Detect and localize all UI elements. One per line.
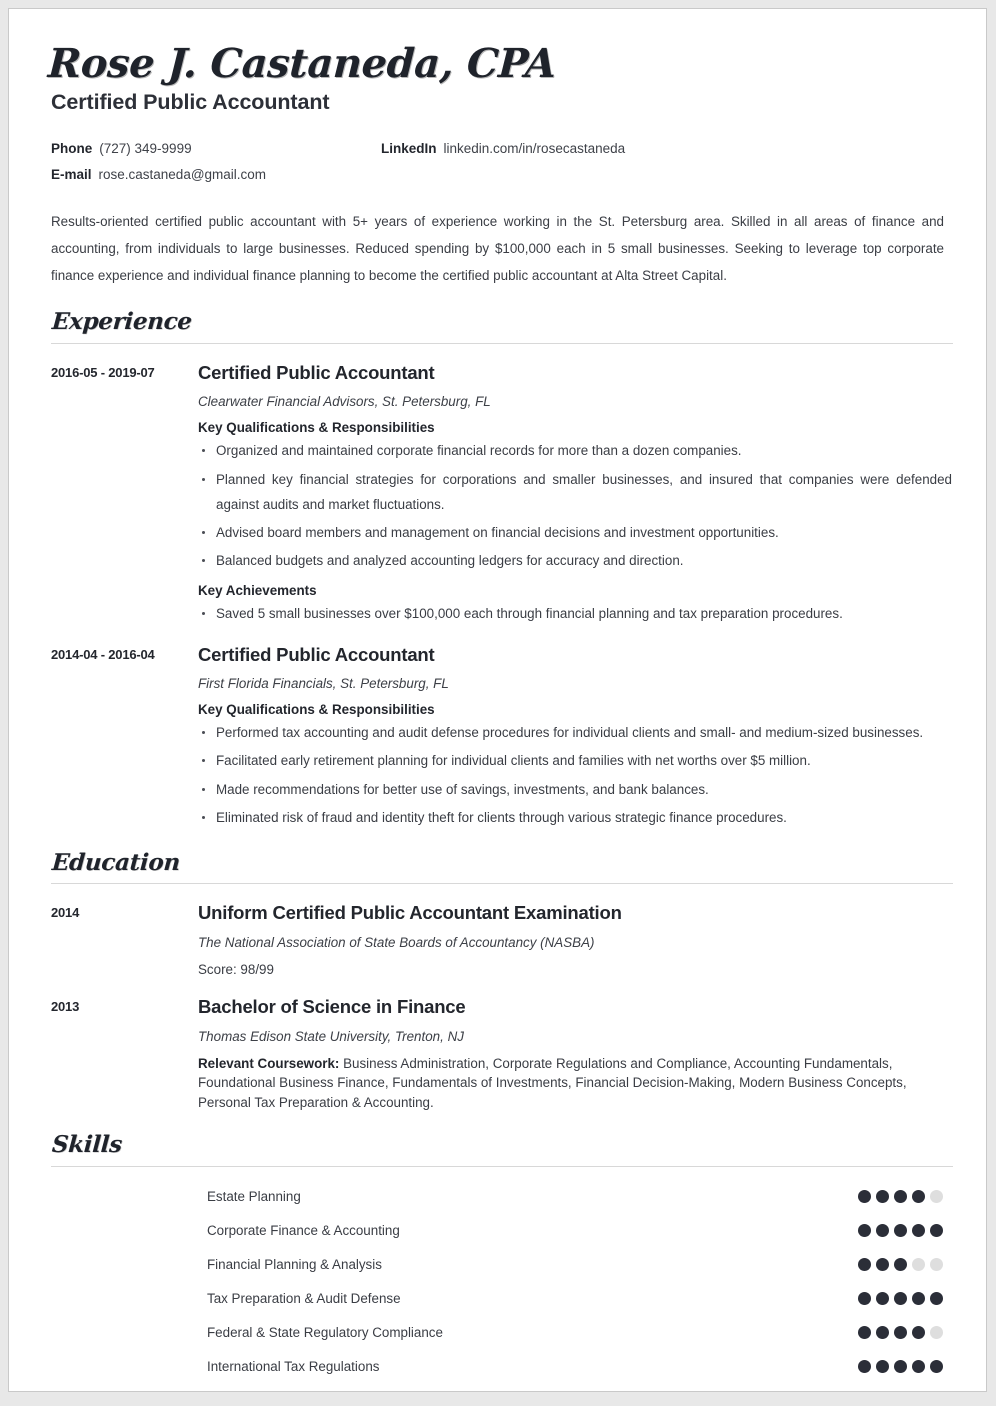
contact-block [51, 141, 953, 182]
skill-rating [858, 1292, 953, 1305]
list-item [42, 1180, 953, 1214]
education-entry-title: Bachelor of Science in Finance [198, 996, 466, 1018]
contact-email[interactable] [51, 167, 381, 182]
skill-name: Tax Preparation & Audit Defense [207, 1291, 401, 1307]
rating-dot-filled [858, 1360, 871, 1373]
education-section [42, 850, 953, 1112]
education-entry-school: Thomas Edison State University, Trenton, NJ [198, 1028, 464, 1044]
rating-dot-filled [876, 1224, 889, 1237]
education-entry [42, 995, 953, 1112]
experience-entry-date: 2014-04 - 2016-04 [51, 646, 155, 662]
experience-entry-title: Certified Public Accountant [198, 643, 435, 665]
list-item [42, 1214, 953, 1248]
coursework-value: Business Administration, Corporate Regulations and Compliance, Accounting Fundamentals, Foundational Business Finance, Fundamentals of Investments, Financial Decision-Making, Modern Business Concepts, Personal Tax Preparation & Accounting. [198, 1055, 907, 1110]
rating-dot-filled [858, 1258, 871, 1271]
rating-dot-filled [876, 1326, 889, 1339]
rating-dot-filled [894, 1360, 907, 1373]
education-entry-date: 2014 [51, 905, 80, 921]
experience-section [42, 309, 953, 830]
rating-dot-empty [912, 1258, 925, 1271]
contact-linkedin-value[interactable]: linkedin.com/in/rosecastaneda [443, 141, 626, 156]
qualifications-list [198, 720, 952, 830]
rating-dot-filled [912, 1360, 925, 1373]
coursework-label: Relevant Coursework: [198, 1055, 340, 1071]
achievements-list [198, 601, 952, 626]
rating-dot-filled [858, 1190, 871, 1203]
list-item: Balanced budgets and analyzed accounting ledgers for accuracy and direction. [198, 548, 952, 573]
experience-entry [42, 643, 953, 830]
rating-dot-filled [894, 1326, 907, 1339]
rating-dot-filled [894, 1292, 907, 1305]
rating-dot-filled [894, 1258, 907, 1271]
skill-name: Estate Planning [207, 1189, 301, 1205]
skill-name: Financial Planning & Analysis [207, 1257, 382, 1273]
education-entry [42, 901, 953, 979]
rating-dot-filled [876, 1258, 889, 1271]
section-divider [51, 343, 953, 344]
experience-entry-company: First Florida Financials, St. Petersburg, FL [198, 675, 449, 691]
list-item: Planned key financial strategies for corporations and smaller businesses, and insured that companies were defended against audits and market fluctuations. [198, 467, 952, 517]
rating-dot-filled [930, 1224, 943, 1237]
experience-entry-date: 2016-05 - 2019-07 [51, 364, 155, 380]
rating-dot-filled [858, 1326, 871, 1339]
contact-phone-label: Phone [51, 141, 93, 156]
rating-dot-empty [930, 1326, 943, 1339]
education-entry-school: The National Association of State Boards of Accountancy (NASBA) [198, 934, 595, 950]
contact-row [51, 167, 953, 182]
rating-dot-filled [930, 1292, 943, 1305]
skills-section [42, 1132, 953, 1383]
contact-row [51, 141, 953, 156]
section-divider [51, 883, 953, 884]
skill-rating [858, 1326, 953, 1339]
rating-dot-filled [912, 1190, 925, 1203]
candidate-job-title: Certified Public Accountant [51, 90, 330, 114]
rating-dot-filled [912, 1292, 925, 1305]
qualifications-list [198, 438, 952, 573]
list-item: Saved 5 small businesses over $100,000 each through financial planning and tax preparation procedures. [198, 601, 952, 626]
achievements-label: Key Achievements [198, 583, 317, 599]
skill-name: Federal & State Regulatory Compliance [207, 1325, 443, 1341]
rating-dot-filled [894, 1224, 907, 1237]
education-section-title: Education [51, 849, 181, 876]
contact-phone [51, 141, 381, 156]
education-entry-score: Score: 98/99 [198, 961, 274, 977]
skill-rating [858, 1224, 953, 1237]
resume-header [42, 40, 953, 289]
rating-dot-filled [876, 1190, 889, 1203]
contact-linkedin-label: LinkedIn [381, 141, 437, 156]
list-item: Facilitated early retirement planning for individual clients and families with net worths over $5 million. [198, 748, 952, 773]
experience-entry-company: Clearwater Financial Advisors, St. Petersburg, FL [198, 394, 491, 409]
resume-page [9, 9, 986, 1391]
contact-email-label: E-mail [51, 167, 92, 182]
rating-dot-filled [858, 1292, 871, 1305]
experience-section-title: Experience [51, 308, 193, 336]
experience-entry-title: Certified Public Accountant [198, 361, 435, 383]
rating-dot-filled [912, 1326, 925, 1339]
rating-dot-empty [930, 1190, 943, 1203]
skill-name: International Tax Regulations [207, 1359, 380, 1375]
qualifications-label: Key Qualifications & Responsibilities [198, 420, 435, 436]
rating-dot-filled [858, 1224, 871, 1237]
list-item [42, 1316, 953, 1350]
list-item [42, 1350, 953, 1384]
skill-rating [858, 1190, 953, 1203]
skills-section-title: Skills [51, 1131, 123, 1159]
contact-phone-value: (727) 349-9999 [99, 141, 192, 156]
qualifications-label: Key Qualifications & Responsibilities [198, 702, 435, 718]
professional-summary: Results-oriented certified public accountant with 5+ years of experience working in the St. Petersburg area. Skilled in all areas of finance and accounting, from individuals to large businesses. Reduced spending by $100,000 each in 5 small businesses. Seeking to leverage top corporate finance experience and individual finance planning to become the certified public accountant at Alta Street Capital. [51, 214, 944, 283]
rating-dot-empty [930, 1258, 943, 1271]
list-item: Eliminated risk of fraud and identity theft for clients through various strategic finance procedures. [198, 805, 952, 830]
list-item [42, 1282, 953, 1316]
rating-dot-filled [894, 1190, 907, 1203]
contact-linkedin[interactable] [381, 141, 625, 156]
contact-email-value[interactable]: rose.castaneda@gmail.com [98, 167, 267, 182]
rating-dot-filled [876, 1360, 889, 1373]
rating-dot-filled [912, 1224, 925, 1237]
skill-rating [858, 1258, 953, 1271]
skills-list [42, 1180, 953, 1384]
list-item: Organized and maintained corporate financial records for more than a dozen companies. [198, 438, 952, 463]
candidate-name: Rose J. Castaneda, CPA [46, 40, 558, 87]
section-divider [51, 1166, 953, 1167]
education-coursework [198, 1054, 952, 1112]
list-item: Performed tax accounting and audit defense procedures for individual clients and small- and medium-sized businesses. [198, 720, 952, 745]
rating-dot-filled [876, 1292, 889, 1305]
experience-entry [42, 361, 953, 627]
list-item: Made recommendations for better use of savings, investments, and bank balances. [198, 777, 952, 802]
education-entry-title: Uniform Certified Public Accountant Examination [198, 902, 622, 924]
list-item: Advised board members and management on financial decisions and investment opportunities. [198, 520, 952, 545]
rating-dot-filled [930, 1360, 943, 1373]
skill-rating [858, 1360, 953, 1373]
list-item [42, 1248, 953, 1282]
education-entry-date: 2013 [51, 999, 80, 1015]
skill-name: Corporate Finance & Accounting [207, 1223, 400, 1239]
